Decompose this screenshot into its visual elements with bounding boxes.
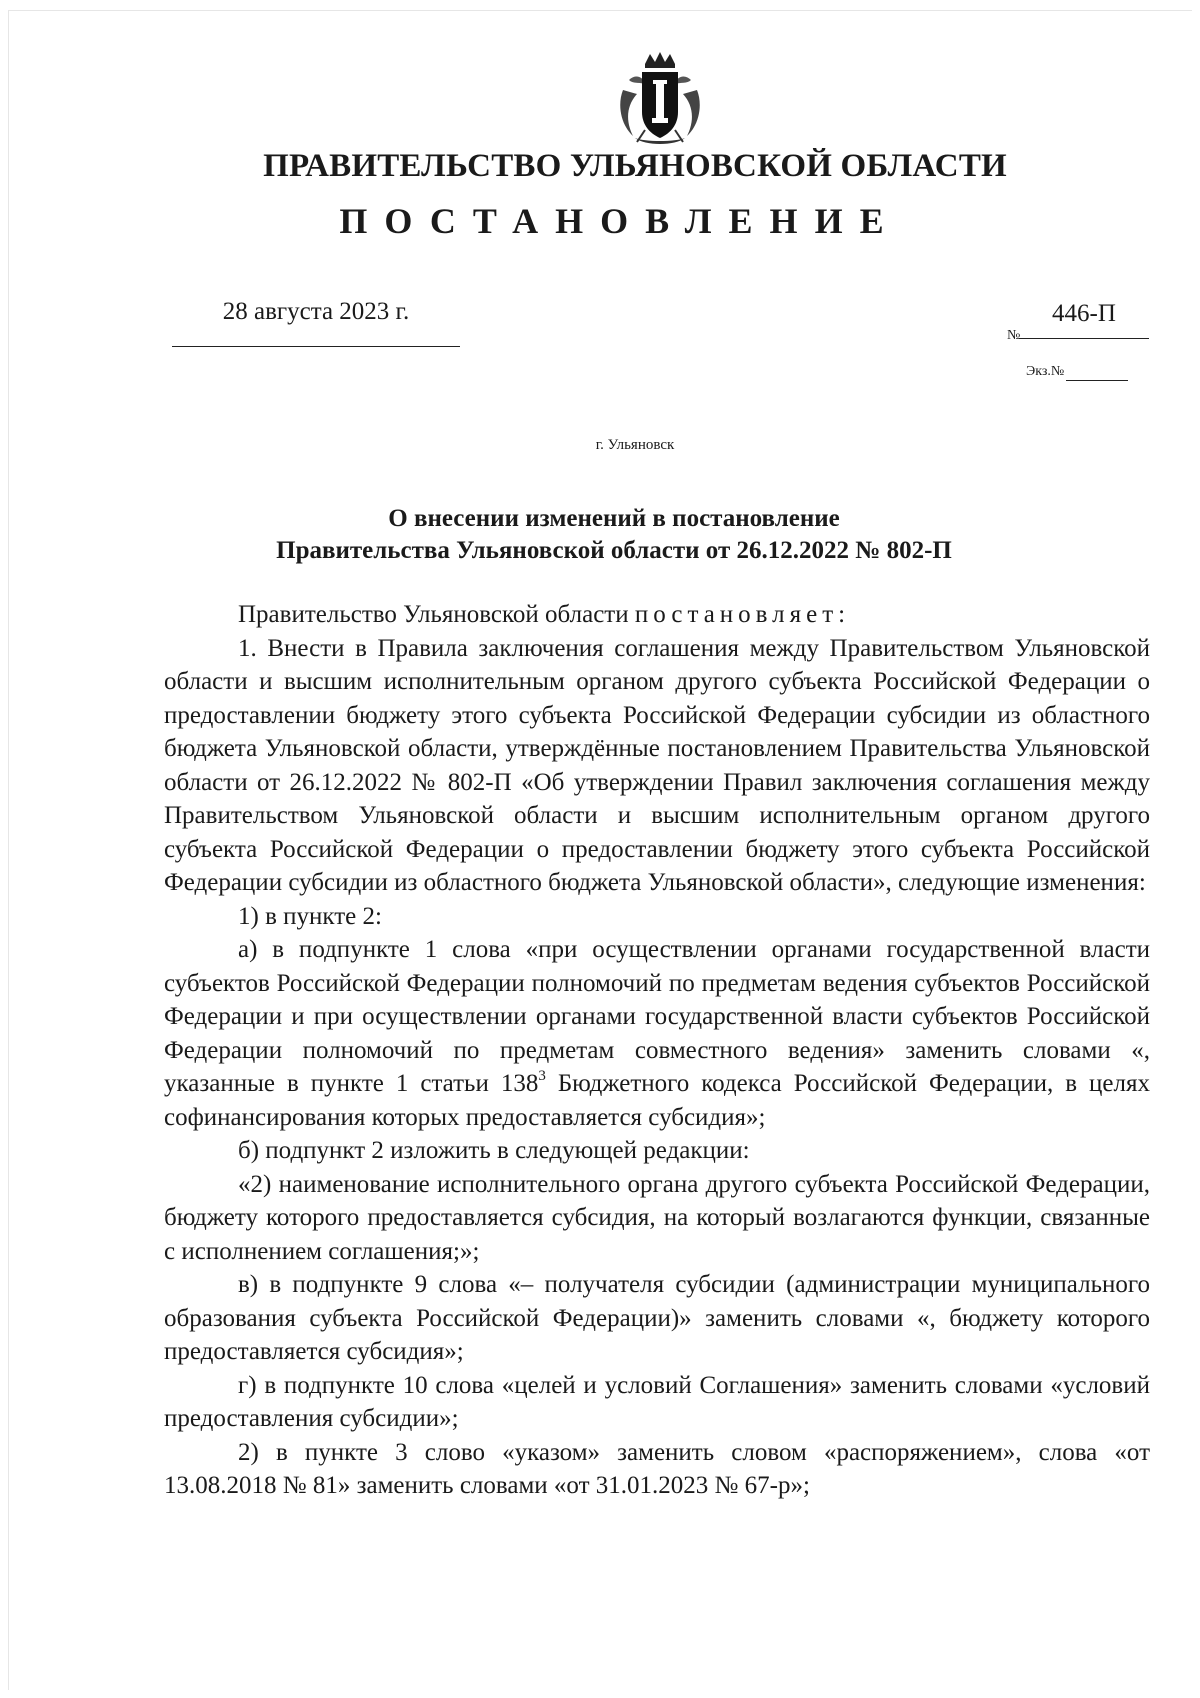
coat-of-arms-emblem: [615, 50, 705, 148]
paragraph-1-1-b-quote: «2) наименование исполнительного органа другого субъекта Российской Федерации, бюджету которого предоставляется субсидия, на который возлагаются функции, связанные с исполнением соглашения;»;: [164, 1170, 1150, 1265]
paragraph-1-1-a-text: а) в подпункте 1 слова «при осуществлении органами государственной власти субъектов Российской Федерации полномочий по предметам ведения субъектов Российской Федерации и при осуществлении органами государственной власти субъектов Российской Федерации полномочий по предметам совместного ведения» заменить словами «, указанные в пункте 1 статьи 138: [164, 936, 1150, 1097]
paragraph-1-1: 1) в пункте 2:: [238, 902, 382, 930]
paragraph-1: 1. Внести в Правила заключения соглашения между Правительством Ульяновской области и высшим исполнительным органом другого субъекта Российской Федерации о предоставлении бюджету этого субъекта Российской Федерации субсидии из областного бюджета Ульяновской области, утверждённые постановлением Правительства Ульяновской области от 26.12.2022 № 802-П «Об утверждении Правил заключения соглашения между Правительством Ульяновской области и высшим исполнительным органом другого субъекта Российской Федерации о предоставлении бюджету этого субъекта Российской Федерации субсидии из областного бюджета Ульяновской области», следующие изменения:: [164, 634, 1150, 896]
paragraph-1-1-b: б) подпункт 2 изложить в следующей редакции:: [238, 1137, 750, 1164]
superscript: 3: [538, 1067, 546, 1084]
scan-edge-top: [8, 10, 1192, 11]
government-title: ПРАВИТЕЛЬСТВО УЛЬЯНОВСКОЙ ОБЛАСТИ: [263, 148, 1007, 184]
city: г. Ульяновск: [595, 437, 675, 453]
document-subject: [160, 503, 1068, 567]
preamble-text: Правительство Ульяновской области: [238, 601, 635, 628]
number-label: №: [1007, 328, 1021, 343]
paragraph-1-1-c: в) в подпункте 9 слова «– получателя субсидии (администрации муниципального образования субъекта Российской Федерации)» заменить словами «, бюджету которого предоставляется субсидия»;: [164, 1271, 1150, 1365]
document-number: 446-П: [1019, 300, 1149, 339]
scan-edge-left: [8, 10, 9, 1690]
document-type: ПОСТАНОВЛЕНИЕ: [339, 201, 901, 241]
preamble-verb: постановляет: [634, 601, 839, 628]
preamble-paragraph: [164, 598, 1150, 632]
document-date: 28 августа 2023 г.: [172, 298, 460, 347]
preamble-colon: :: [838, 601, 846, 628]
paragraph-1-1-a-tail: Бюджетного кодекса Российской Федерации, в целях софинансирования которых предоставляется субсидия»;: [164, 1070, 1150, 1131]
copy-label: Экз.№: [1026, 364, 1065, 379]
paragraph-1-2: 2) в пункте 3 слово «указом» заменить словом «распоряжением», слова «от 13.08.2018 № 81» заменить словами «от 31.01.2023 № 67-р»;: [164, 1438, 1150, 1499]
subject-line-1: О внесении изменений в постановление: [388, 505, 840, 532]
document-number-block: [1007, 300, 1149, 344]
copy-number-block: [1026, 364, 1150, 381]
document-body: [164, 598, 1150, 1503]
paragraph-1-1-a: [164, 933, 1150, 1134]
paragraph-1-1-d: г) в подпункте 10 слова «целей и условий Соглашения» заменить словами «условий предоставления субсидии»;: [164, 1371, 1150, 1432]
subject-line-2: Правительства Ульяновской области от 26.12.2022 № 802-П: [276, 537, 952, 564]
copy-number-line: [1066, 364, 1128, 381]
